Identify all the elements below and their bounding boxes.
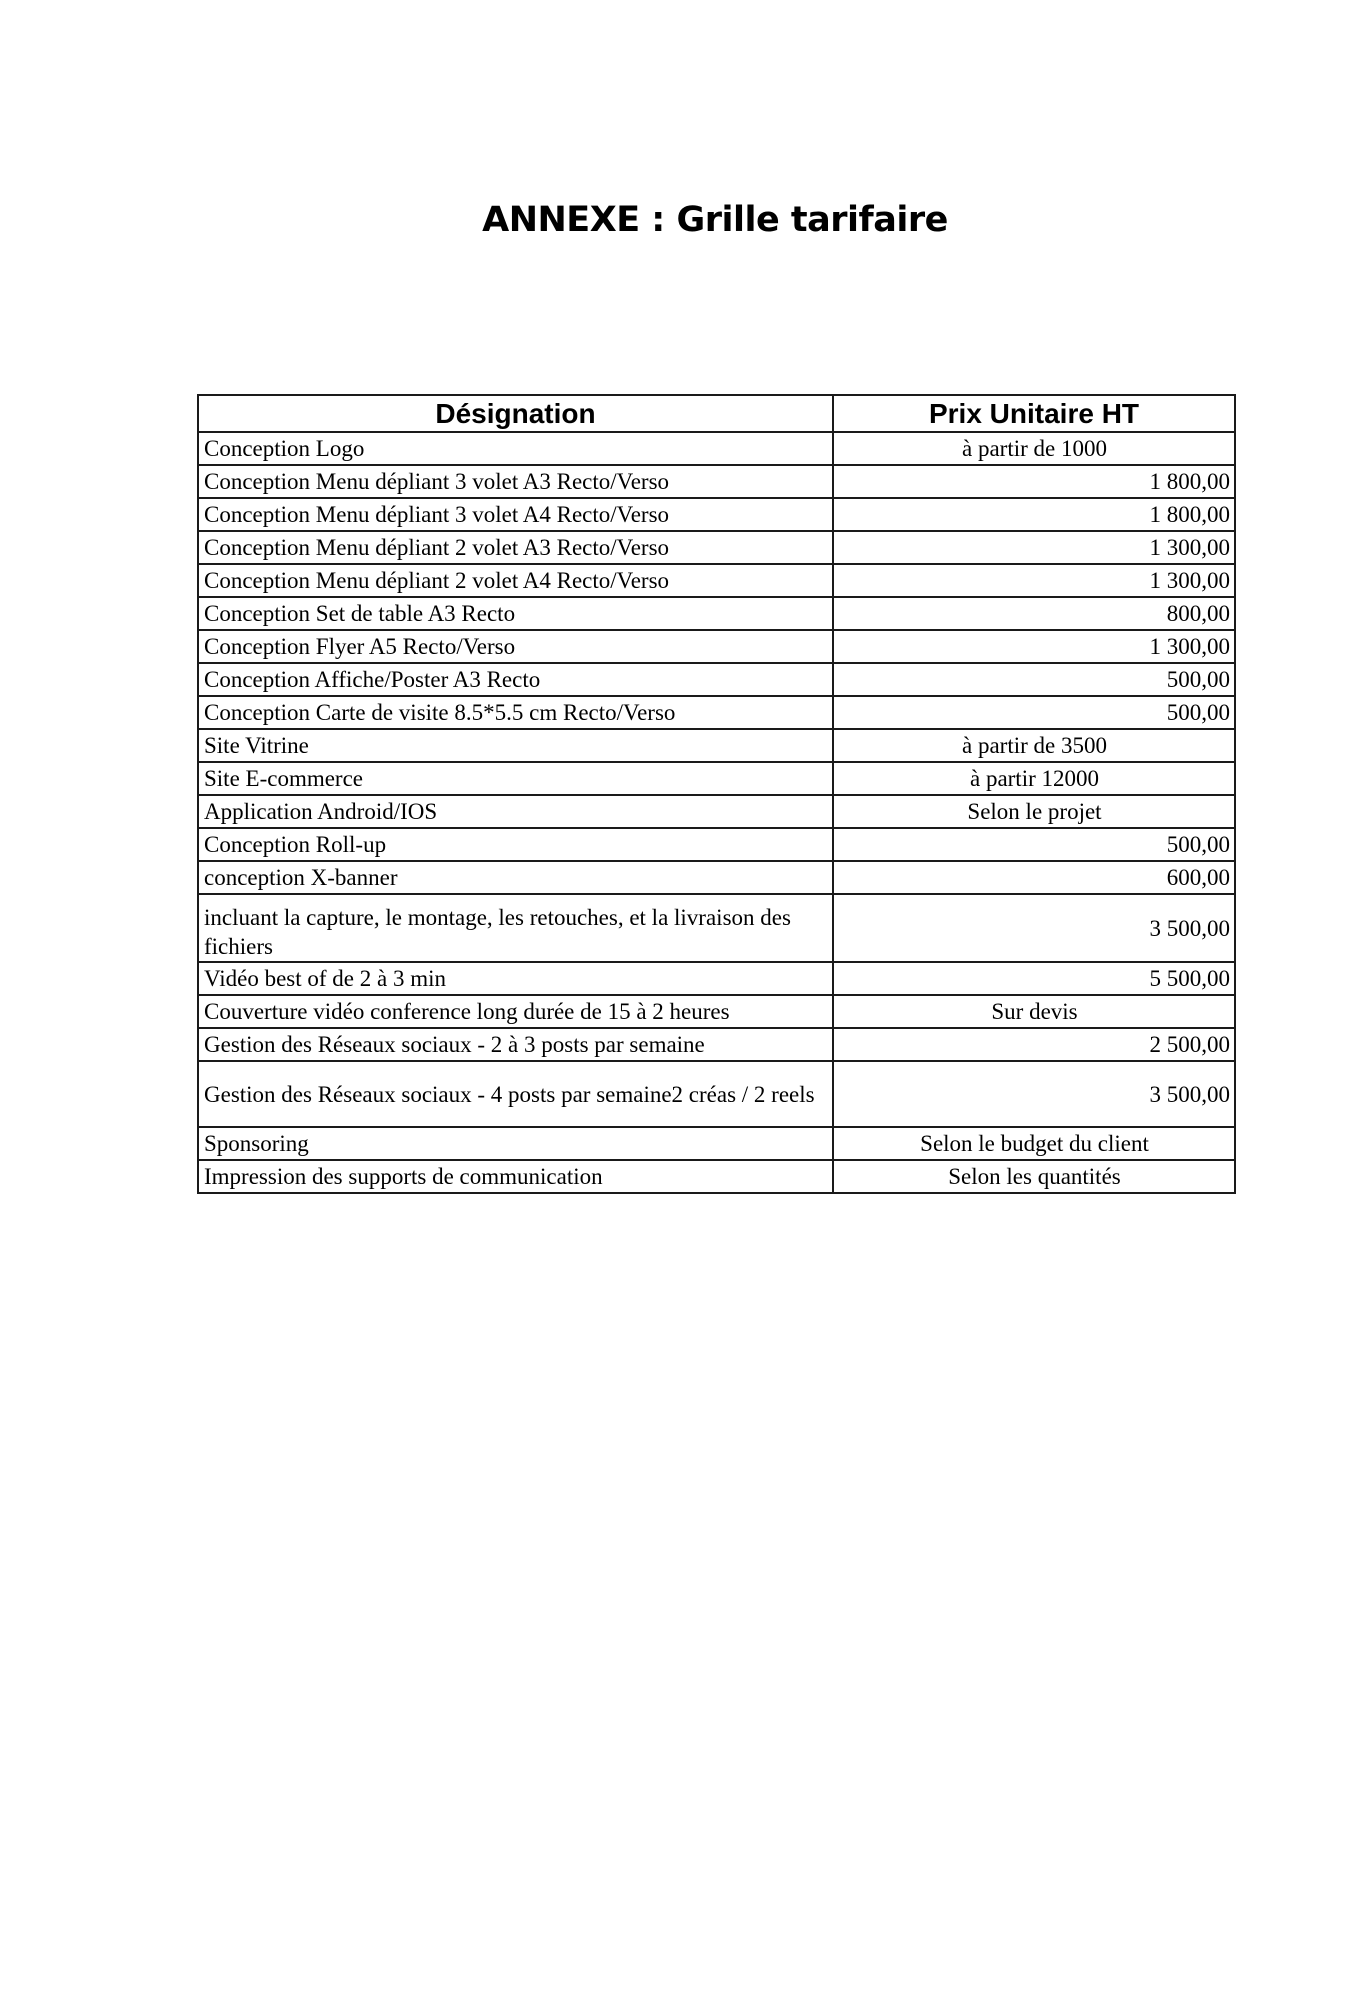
table-row [198,828,1235,861]
table-row [198,1160,1235,1193]
price-cell: 3 500,00 [833,1061,1235,1127]
designation-cell: Vidéo best of de 2 à 3 min [198,962,833,995]
price-table [197,394,1236,1194]
designation-cell [198,894,833,962]
clipped-text-box [204,895,828,961]
designation-cell: Conception Set de table A3 Recto [198,597,833,630]
price-cell: 600,00 [833,861,1235,894]
price-cell: 2 500,00 [833,1028,1235,1061]
designation-cell: Application Android/IOS [198,795,833,828]
table-row [198,795,1235,828]
table-row [198,995,1235,1028]
table-row [198,1028,1235,1061]
column-header-designation: Désignation [198,395,833,432]
designation-cell: Conception Menu dépliant 3 volet A3 Recto/Verso [198,465,833,498]
table-row [198,1061,1235,1127]
table-row [198,663,1235,696]
designation-text: incluant la capture, le montage, les retouches, et la livraison des fichiers [204,905,791,959]
table-row [198,962,1235,995]
table-row [198,1127,1235,1160]
price-cell: 500,00 [833,663,1235,696]
designation-cell: conception X-banner [198,861,833,894]
price-cell: Selon le budget du client [833,1127,1235,1160]
designation-cell: Conception Menu dépliant 3 volet A4 Recto/Verso [198,498,833,531]
price-cell: 500,00 [833,828,1235,861]
table-row [198,432,1235,465]
table-row [198,531,1235,564]
table-row [198,861,1235,894]
price-cell: Selon les quantités [833,1160,1235,1193]
designation-cell: Conception Menu dépliant 2 volet A3 Recto/Verso [198,531,833,564]
table-row [198,465,1235,498]
price-cell: à partir 12000 [833,762,1235,795]
table-row [198,630,1235,663]
price-cell: 1 300,00 [833,564,1235,597]
price-cell: 800,00 [833,597,1235,630]
table-header-row [198,395,1235,432]
table-row [198,498,1235,531]
designation-cell: Conception Menu dépliant 2 volet A4 Recto/Verso [198,564,833,597]
designation-cell: Conception Logo [198,432,833,465]
page-title: ANNEXE : Grille tarifaire [482,200,948,240]
price-cell: à partir de 3500 [833,729,1235,762]
designation-cell: Conception Affiche/Poster A3 Recto [198,663,833,696]
designation-cell: Site Vitrine [198,729,833,762]
price-cell: Sur devis [833,995,1235,1028]
price-cell: Selon le projet [833,795,1235,828]
designation-cell: Impression des supports de communication [198,1160,833,1193]
price-cell: 500,00 [833,696,1235,729]
price-cell: 1 800,00 [833,465,1235,498]
designation-cell: Sponsoring [198,1127,833,1160]
price-cell: 3 500,00 [833,894,1235,962]
column-header-prix: Prix Unitaire HT [833,395,1235,432]
price-cell: 1 300,00 [833,531,1235,564]
designation-cell: Couverture vidéo conference long durée de 15 à 2 heures [198,995,833,1028]
designation-cell: Gestion des Réseaux sociaux - 2 à 3 posts par semaine [198,1028,833,1061]
price-cell: à partir de 1000 [833,432,1235,465]
designation-cell: Conception Carte de visite 8.5*5.5 cm Recto/Verso [198,696,833,729]
price-cell: 1 800,00 [833,498,1235,531]
table-row [198,894,1235,962]
table-row [198,762,1235,795]
table-row [198,564,1235,597]
table-row [198,729,1235,762]
table-row [198,597,1235,630]
designation-cell: Site E-commerce [198,762,833,795]
designation-cell: Conception Flyer A5 Recto/Verso [198,630,833,663]
designation-cell: Conception Roll-up [198,828,833,861]
price-cell: 5 500,00 [833,962,1235,995]
table-row [198,696,1235,729]
price-cell: 1 300,00 [833,630,1235,663]
designation-cell: Gestion des Réseaux sociaux - 4 posts par semaine2 créas / 2 reels [198,1061,833,1127]
